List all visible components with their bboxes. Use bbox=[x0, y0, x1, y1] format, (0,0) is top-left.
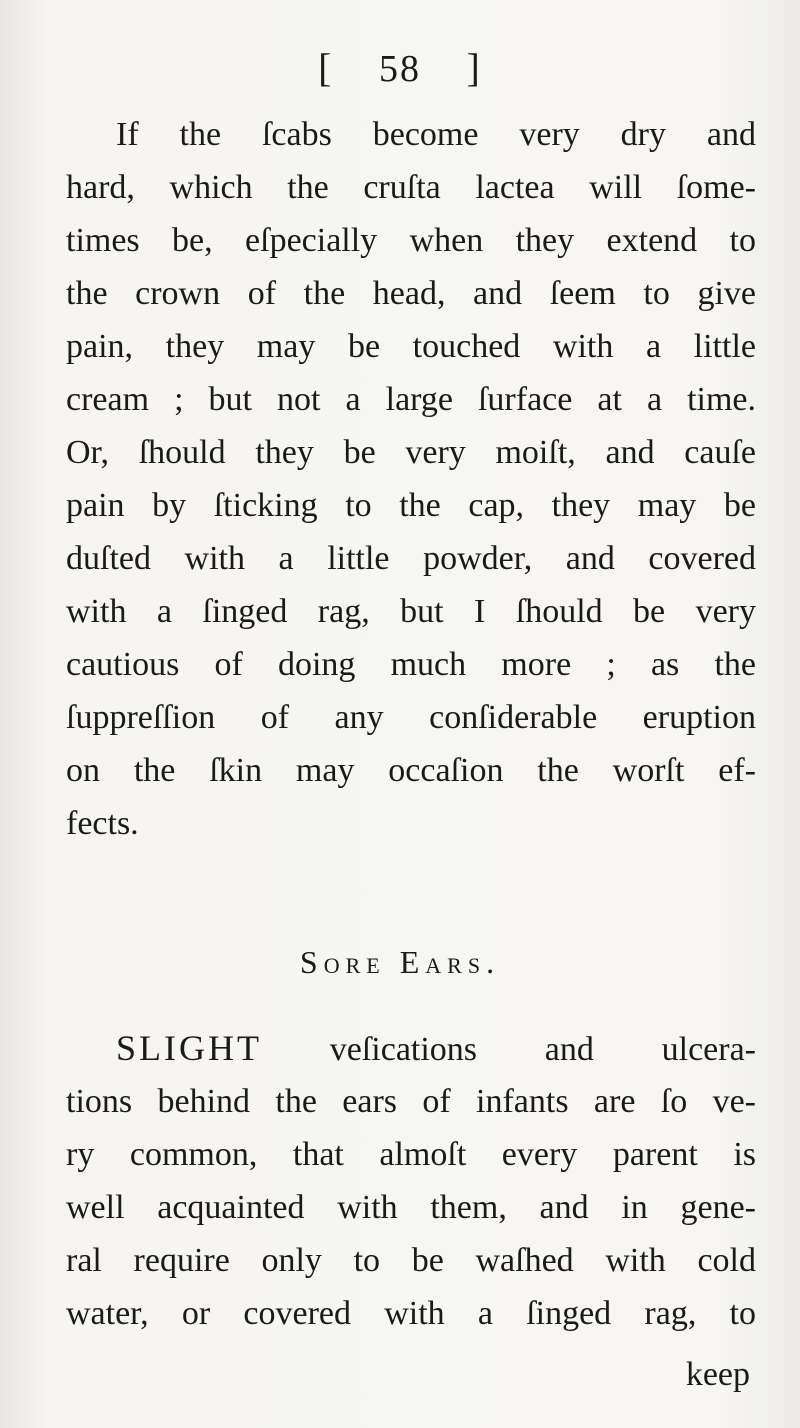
paragraph-crusta-lactea bbox=[66, 108, 756, 850]
bracket-open: [ bbox=[318, 45, 334, 90]
text-line: pain by ſticking to the cap, they may be bbox=[66, 487, 756, 524]
section-heading: Sore Ears. bbox=[299, 944, 501, 980]
first-line-rest: veſications and ulcera- bbox=[329, 1031, 756, 1068]
text-line: Or, ſhould they be very moiſt, and cauſe bbox=[66, 434, 756, 471]
bracket-close: ] bbox=[466, 45, 482, 90]
page-number: 58 bbox=[379, 48, 421, 90]
text-line: on the ſkin may occaſion the worſt ef- bbox=[66, 752, 756, 789]
text-line: hard, which the cruſta lactea will ſome- bbox=[66, 169, 756, 206]
text-line-first bbox=[66, 1022, 756, 1075]
text-line: fects. bbox=[66, 805, 139, 842]
text-line: cautious of doing much more ; as the bbox=[66, 646, 756, 683]
text-line: with a ſinged rag, but I ſhould be very bbox=[66, 593, 756, 630]
text-line: well acquainted with them, and in gene- bbox=[66, 1189, 756, 1226]
text-line: cream ; but not a large ſurface at a time. bbox=[66, 381, 756, 418]
paragraph-sore-ears bbox=[66, 1022, 756, 1340]
text-line: If the ſcabs become very dry and bbox=[116, 116, 756, 153]
text-line: tions behind the ears of infants are ſo ve- bbox=[66, 1083, 756, 1120]
text-line: ſuppreſſion of any conſiderable eruption bbox=[66, 699, 756, 736]
page-header bbox=[0, 44, 800, 91]
text-line: water, or covered with a ſinged rag, to bbox=[66, 1295, 756, 1332]
text-line: times be, eſpecially when they extend to bbox=[66, 222, 756, 259]
text-line: ral require only to be waſhed with cold bbox=[66, 1242, 756, 1279]
text-line: ry common, that almoſt every parent is bbox=[66, 1136, 756, 1173]
text-line: pain, they may be touched with a little bbox=[66, 328, 756, 365]
text-line: duſted with a little powder, and covered bbox=[66, 540, 756, 577]
text-line: the crown of the head, and ſeem to give bbox=[66, 275, 756, 312]
drop-word: SLIGHT bbox=[116, 1028, 262, 1068]
catchword: keep bbox=[685, 1356, 750, 1393]
